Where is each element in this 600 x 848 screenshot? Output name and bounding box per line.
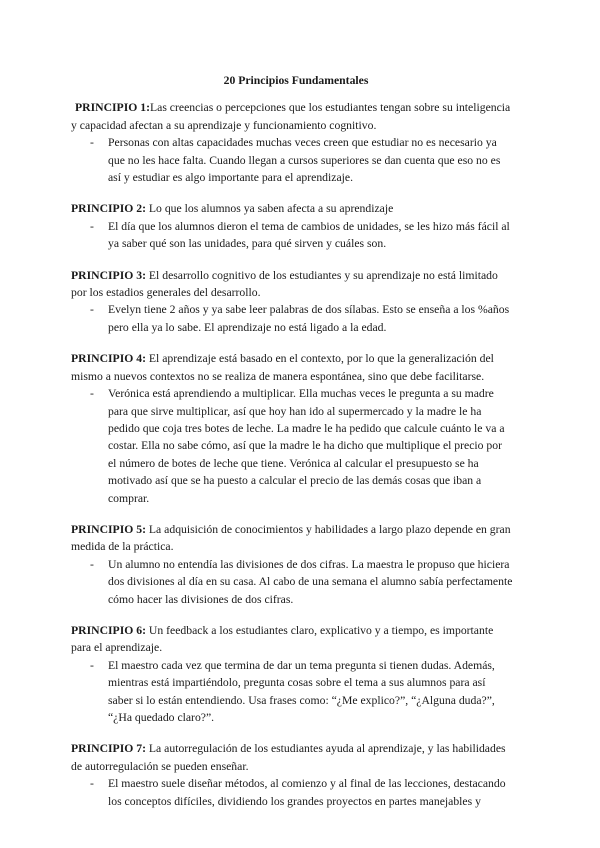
document-page (71, 72, 513, 824)
dash-bullet: - (90, 777, 94, 791)
dash-bullet: - (90, 658, 94, 672)
principle-statement (71, 622, 513, 657)
principle-text: Un feedback a los estudiantes claro, explicativo y a tiempo, es importante para el aprendizaje. (71, 623, 494, 655)
example-text: El día que los alumnos dieron el tema de cambios de unidades, se les hizo más fácil al ya saber qué son las unidades, para qué sirven y cuáles son. (108, 219, 510, 251)
principle-statement (71, 521, 513, 556)
dash-bullet: - (90, 303, 94, 317)
example-item (71, 134, 513, 186)
principle-heading: PRINCIPIO 3: (71, 268, 146, 282)
principle-text: La autorregulación de los estudiantes ayuda al aprendizaje, y las habilidades de autorregulación se pueden enseñar. (71, 742, 506, 773)
principle-7 (71, 740, 513, 810)
dash-bullet: - (90, 136, 94, 150)
example-item (71, 385, 513, 507)
principle-heading: PRINCIPIO 4: (71, 352, 146, 366)
principle-heading: PRINCIPIO 6: (71, 623, 146, 637)
example-item (71, 218, 513, 253)
principle-2 (71, 200, 513, 252)
principle-heading: PRINCIPIO 1: (75, 101, 150, 115)
document-title: 20 Principios Fundamentales (223, 74, 369, 87)
principle-text: El aprendizaje está basado en el contexto, por lo que la generalización del mismo a nuevos contextos no se realiza de manera espontánea, sino que debe facilitarse. (71, 352, 494, 383)
example-text: El maestro suele diseñar métodos, al comienzo y al final de las lecciones, destacando los conceptos difíciles, dividiendo los grandes proyectos en partes manejables y (108, 777, 506, 808)
principle-5 (71, 521, 513, 608)
example-item (71, 556, 513, 608)
principle-text: El desarrollo cognitivo de los estudiantes y su aprendizaje no está limitado por los estadios generales del desarrollo. (71, 268, 498, 300)
principle-heading: PRINCIPIO 5: (71, 522, 146, 536)
example-text: Evelyn tiene 2 años y ya sabe leer palabras de dos sílabas. Esto se enseña a los %años pero ella ya lo sabe. El aprendizaje no está ligado a la edad. (108, 303, 510, 334)
principle-statement (71, 200, 513, 217)
principle-3 (71, 267, 513, 337)
example-text: Verónica está aprendiendo a multiplicar. Ella muchas veces le pregunta a su madre para que sirve multiplicar, así que hoy han ido al supermercado y la madre le ha pedido que coja tres botes de leche. La madre le ha pedido que calcule cuánto le va a costar. Ella no sabe cómo, así que la madre le ha dicho que multiplique el precio por el número de botes de leche que tiene. Verónica al calcular el presupuesto se ha motivado así que se ha puesto a calcular el precio de las demás cosas que iban a comprar. (108, 387, 505, 505)
example-item (71, 301, 513, 336)
example-text: Un alumno no entendía las divisiones de dos cifras. La maestra le propuso que hiciera dos divisiones al día en su casa. Al cabo de una semana el alumno sabía perfectamente cómo hacer las divisiones de dos cifras. (108, 557, 513, 606)
principle-statement (71, 350, 513, 385)
principle-6 (71, 622, 513, 726)
example-text: Personas con altas capacidades muchas veces creen que estudiar no es necesario ya que no les hace falta. Cuando llegan a cursos superiores se dan cuenta que eso no es así y estudiar es algo importante para el aprendizaje. (108, 136, 501, 185)
principle-text: Lo que los alumnos ya saben afecta a su aprendizaje (146, 202, 394, 216)
principle-statement (71, 99, 513, 134)
principle-heading: PRINCIPIO 2: (71, 202, 146, 216)
principle-text: Las creencias o percepciones que los estudiantes tengan sobre su inteligencia y capacidad afectan a su aprendizaje y funcionamiento cognitivo. (71, 101, 511, 132)
dash-bullet: - (90, 219, 94, 233)
principle-heading: PRINCIPIO 7: (71, 742, 146, 756)
principle-statement (71, 267, 513, 302)
example-item (71, 775, 513, 810)
principle-4 (71, 350, 513, 507)
example-item (71, 657, 513, 727)
example-text: El maestro cada vez que termina de dar un tema pregunta si tienen dudas. Además, mientras está impartiéndolo, pregunta cosas sobre el tema a sus alumnos para así saber si lo están entendiendo. Usa frases como: “¿Me explico?”, “¿Alguna duda?”, “¿Ha quedado claro?”. (108, 658, 495, 724)
principle-text: La adquisición de conocimientos y habilidades a largo plazo depende en gran medida de la práctica. (71, 522, 511, 554)
principle-1 (71, 99, 513, 186)
principle-statement (71, 740, 513, 775)
dash-bullet: - (90, 557, 94, 571)
dash-bullet: - (90, 387, 94, 401)
